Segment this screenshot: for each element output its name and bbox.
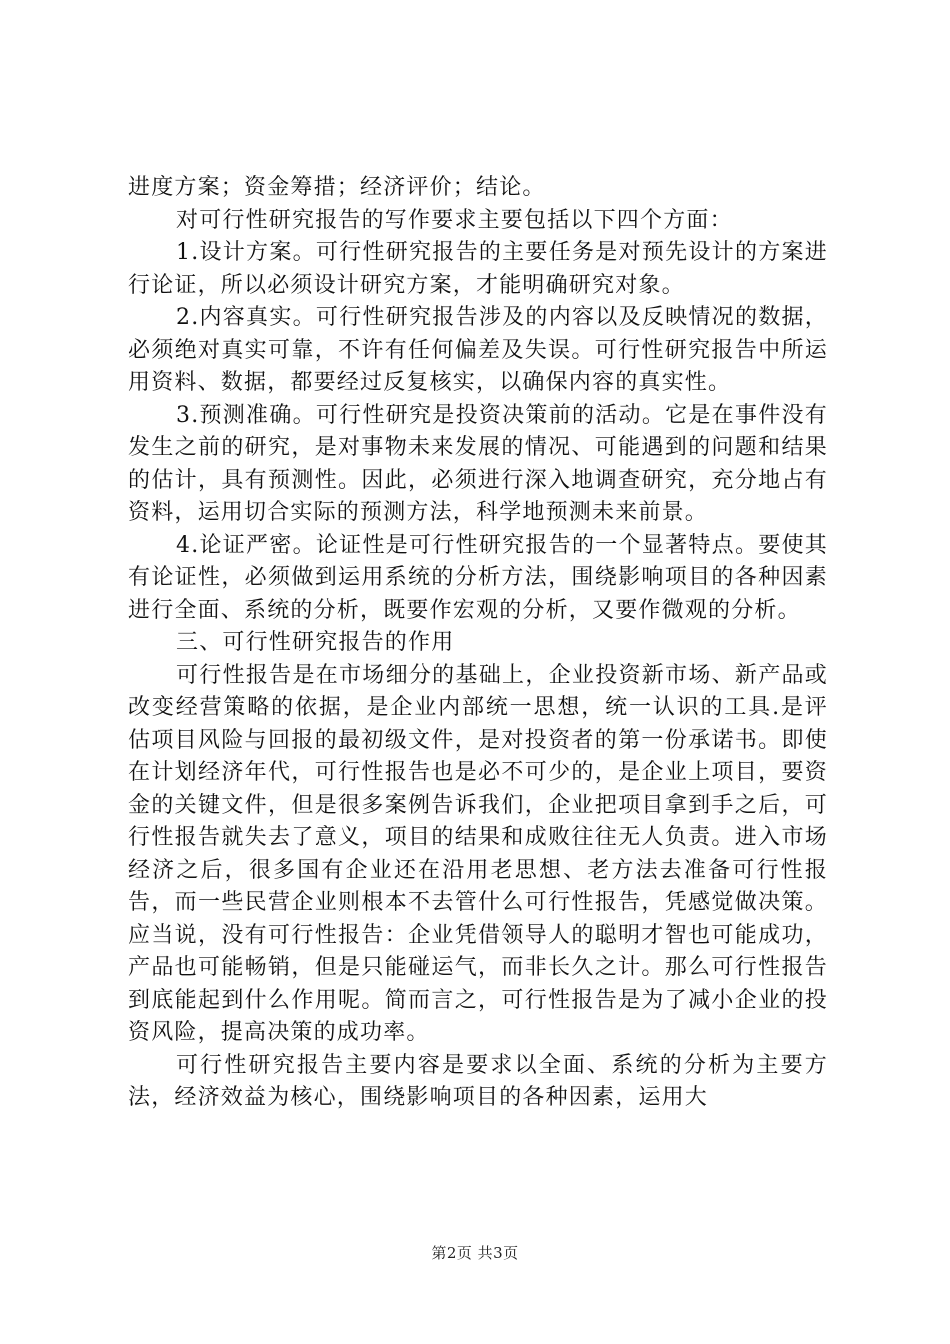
paragraph-item-2: 2.内容真实。可行性研究报告涉及的内容以及反映情况的数据，必须绝对真实可靠，不许有任何偏差及失误。可行性研究报告中所运用资料、数据，都要经过反复核实，以确保内容的真实性。 [128, 305, 828, 395]
paragraph-purpose: 可行性报告是在市场细分的基础上，企业投资新市场、新产品或改变经营策略的依据，是企业内部统一思想，统一认识的工具.是评估项目风险与回报的最初级文件，是对投资者的第一份承诺书。即使在计划经济年代，可行性报告也是必不可少的，是企业上项目，要资金的关键文件，但是很多案例告诉我们，企业把项目拿到手之后，可行性报告就失去了意义，项目的结果和成败往往无人负责。进入市场经济之后，很多国有企业还在沿用老思想、老方法去准备可行性报告，而一些民营企业则根本不去管什么可行性报告，凭感觉做决策。应当说，没有可行性报告：企业凭借领导人的聪明才智也可能成功，产品也可能畅销，但是只能碰运气，而非长久之计。那么可行性报告到底能起到什么作用呢。简而言之，可行性报告是为了减小企业的投资风险，提高决策的成功率。 [128, 662, 828, 1045]
paragraph-requirements-intro: 对可行性研究报告的写作要求主要包括以下四个方面： [176, 207, 733, 233]
paragraph-item-3: 3.预测准确。可行性研究是投资决策前的活动。它是在事件没有发生之前的研究，是对事物未来发展的情况、可能遇到的问题和结果的估计，具有预测性。因此，必须进行深入地调查研究，充分地占有资料，运用切合实际的预测方法，科学地预测未来前景。 [128, 402, 828, 525]
section-heading: 三、可行性研究报告的作用 [176, 630, 455, 655]
document-body [128, 172, 828, 1115]
paragraph-continued: 进度方案；资金筹措；经济评价；结论。 [128, 175, 546, 200]
paragraph-item-1: 1.设计方案。可行性研究报告的主要任务是对预先设计的方案进行论证，所以必须设计研究方案，才能明确研究对象。 [128, 240, 828, 298]
page-footer: 第2页 共3页 [431, 1244, 519, 1262]
paragraph-item-4: 4.论证严密。论证性是可行性研究报告的一个显著特点。要使其有论证性，必须做到运用系统的分析方法，围绕影响项目的各种因素进行全面、系统的分析，既要作宏观的分析，又要作微观的分析。 [128, 532, 828, 623]
paragraph-main-content: 可行性研究报告主要内容是要求以全面、系统的分析为主要方法，经济效益为核心，围绕影响项目的各种因素，运用大 [128, 1052, 828, 1110]
